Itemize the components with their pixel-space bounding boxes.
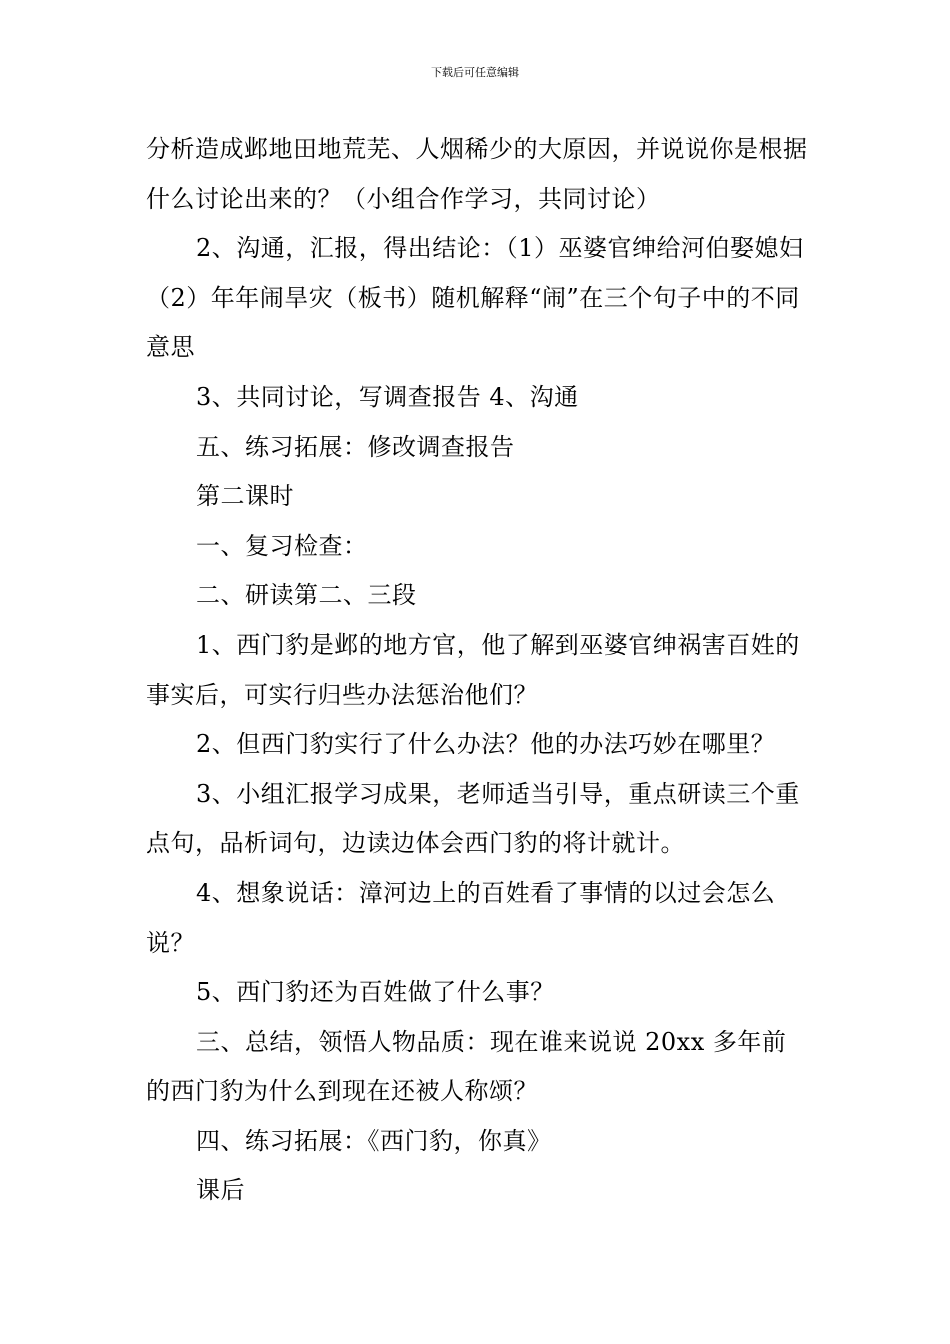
paragraph-3: 3、共同讨论，写调查报告 4、沟通 <box>196 382 579 411</box>
paragraph-12: 5、西门豹还为百姓做了什么事？ <box>196 978 555 1007</box>
paragraph-10: 3、小组汇报学习成果，老师适当引导，重点研读三个重点句，品析词句，边读边体会西门豹的将计就计。 <box>146 779 800 858</box>
paragraph-7: 二、研读第二、三段 <box>196 581 417 610</box>
paragraph-9: 2、但西门豹实行了什么办法？他的办法巧妙在哪里？ <box>196 730 776 759</box>
paragraph-1: 分析造成邺地田地荒芜、人烟稀少的大原因，并说说你是根据什么讨论出来的？（小组合作学习，共同讨论） <box>146 135 808 213</box>
paragraph-15: 课后 <box>196 1176 245 1205</box>
paragraph-11: 4、想象说话：漳河边上的百姓看了事情的以过会怎么说？ <box>146 878 776 957</box>
paragraph-4: 五、练习拓展：修改调查报告 <box>196 432 515 461</box>
paragraph-13: 三、总结，领悟人物品质：现在谁来说说 20xx 多年前的西门豹为什么到现在还被人称颂？ <box>146 1027 787 1106</box>
section-heading-second-lesson: 第二课时 <box>196 482 294 511</box>
paragraph-6: 一、复习检查： <box>196 531 368 560</box>
page-header: 下载后可任意编辑 <box>431 66 519 79</box>
paragraph-14: 四、练习拓展：《西门豹，你真》 <box>196 1126 552 1155</box>
paragraph-2: 2、沟通，汇报，得出结论：（1）巫婆官绅给河伯娶媳妇（2）年年闹旱灾（板书）随机解释“闹”在三个句子中的不同意思 <box>146 234 804 362</box>
document-body <box>146 125 808 1216</box>
paragraph-8: 1、西门豹是邺的地方官，他了解到巫婆官绅祸害百姓的事实后，可实行归些办法惩治他们？ <box>146 630 800 709</box>
